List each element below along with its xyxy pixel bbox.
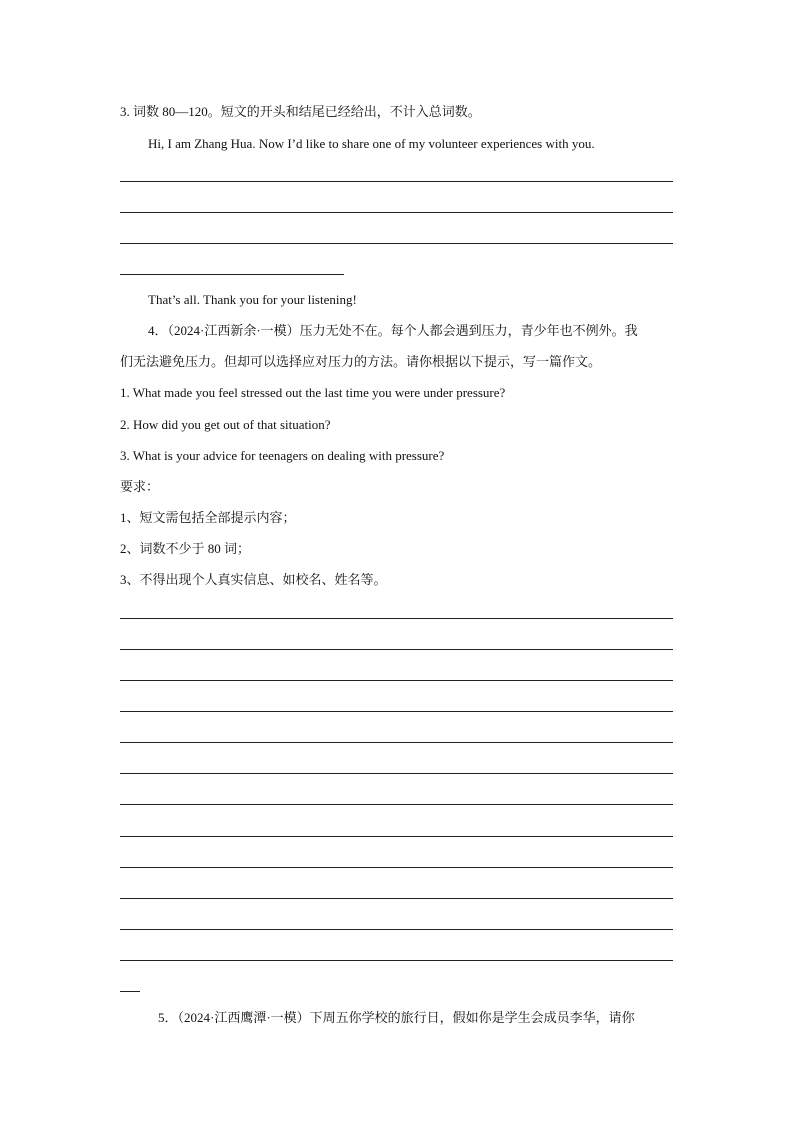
answer-line (120, 711, 673, 712)
answer-line (120, 773, 673, 774)
answer-line (120, 181, 673, 182)
q4-requirement-1: 1、短文需包括全部提示内容； (120, 510, 296, 525)
q4-requirement-2: 2、词数不少于 80 词； (120, 541, 251, 556)
answer-line (120, 836, 673, 837)
answer-line (120, 960, 673, 961)
q4-prompt-2: 2. How did you get out of that situation? (120, 417, 331, 432)
q4-prompt-3: 3. What is your advice for teenagers on dealing with pressure? (120, 448, 445, 463)
answer-line-stub (120, 991, 140, 992)
q4-requirements-heading: 要求： (120, 479, 160, 494)
q5-intro-line-1: 5．（2024·江西鹰潭·一模）下周五你学校的旅行日，假如你是学生会成员李华，请你 (158, 1010, 635, 1025)
q3-closing-sentence: That’s all. Thank you for your listening! (148, 292, 357, 307)
answer-line-short (120, 274, 344, 275)
answer-line (120, 618, 673, 619)
answer-line (120, 243, 673, 244)
q4-intro-line-1: 4．（2024·江西新余·一模）压力无处不在。每个人都会遇到压力，青少年也不例外。我 (148, 323, 638, 338)
answer-line (120, 898, 673, 899)
answer-line (120, 867, 673, 868)
q4-prompt-1: 1. What made you feel stressed out the last time you were under pressure? (120, 385, 506, 400)
q3-opening-sentence: Hi, I am Zhang Hua. Now I’d like to share one of my volunteer experiences with you. (148, 136, 595, 151)
q3-requirement: 3. 词数 80—120。短文的开头和结尾已经给出，不计入总词数。 (120, 104, 481, 119)
answer-line (120, 742, 673, 743)
answer-line (120, 649, 673, 650)
answer-line (120, 212, 673, 213)
answer-line (120, 929, 673, 930)
q4-intro-line-2: 们无法避免压力。但却可以选择应对压力的方法。请你根据以下提示，写一篇作文。 (120, 354, 602, 369)
answer-line (120, 804, 673, 805)
answer-line (120, 680, 673, 681)
q4-requirement-3: 3、不得出现个人真实信息、如校名、姓名等。 (120, 572, 387, 587)
